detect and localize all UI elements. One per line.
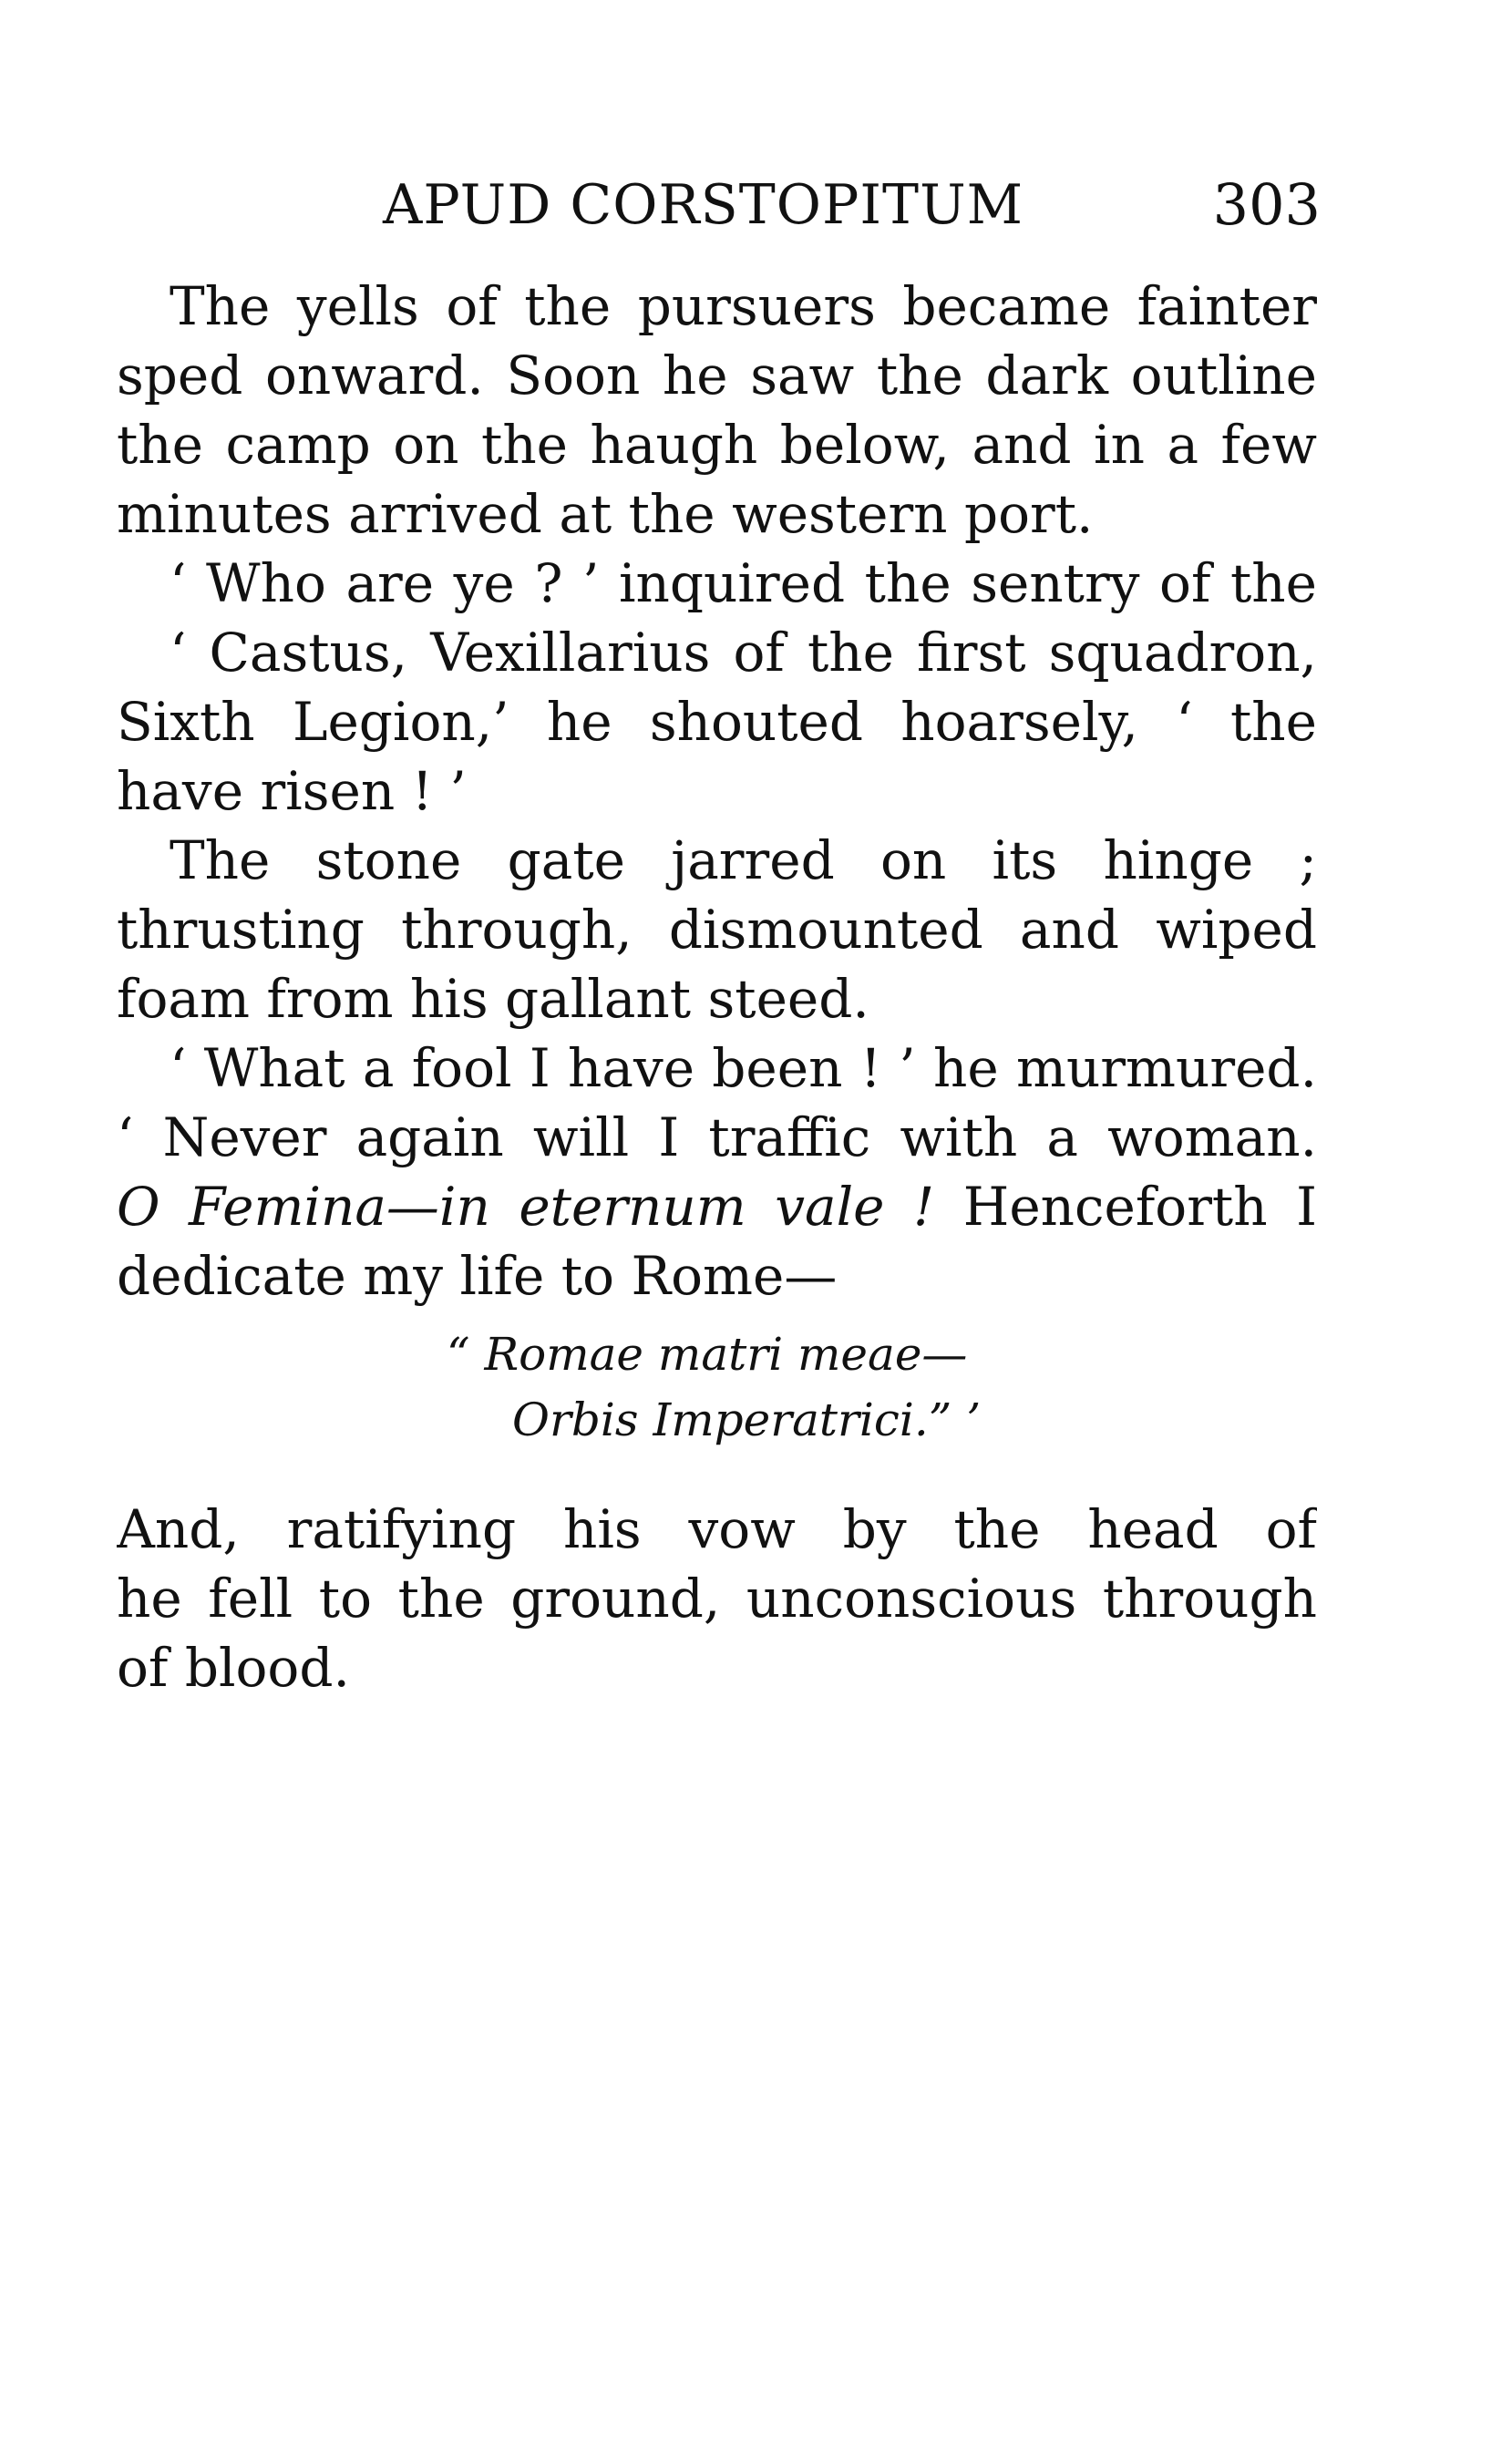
text-line: ‘ Castus, Vexillarius of the first squadron, [170,622,1317,684]
text-line: The stone gate jarred on its hinge ; [170,829,1317,891]
text-line: ‘ Who are ye ? ’ inquired the sentry of the [170,552,1317,614]
text-line: the camp on the haugh below, and in a few [117,414,1317,476]
text-segment: ‘ Never again will I traffic with a woman. [117,1106,1317,1168]
text-line: Sixth Legion,’ he shouted hoarsely, ‘ the [117,691,1317,753]
closing-paragraph [117,1495,1317,1702]
page-header [0,164,1512,246]
text-line-mixed [117,1172,1317,1241]
page-number: 303 [1212,171,1321,238]
text-line: he fell to the ground, unconscious through [117,1568,1317,1630]
text-line: foam from his gallant steed. [117,968,869,1030]
verse-line: “ Romae matri meae— [447,1328,968,1381]
text-segment: Henceforth I [962,1176,1317,1238]
text-line: ‘ What a fool I have been ! ’ he murmured. [170,1037,1317,1099]
text-line: sped onward. Soon he saw the dark outline [117,344,1317,406]
text-line: minutes arrived at the western port. [117,483,1094,545]
text-line: have risen ! ’ [117,760,467,822]
text-line: thrusting through, dismounted and wiped [117,899,1317,961]
text-line: The yells of the pursuers became fainter [170,275,1317,337]
text-line: And, ratifying his vow by the head of [117,1498,1317,1560]
running-head: APUD CORSTOPITUM [383,173,1024,237]
text-line-mixed [117,1103,1317,1172]
text-line: dedicate my life to Rome— [117,1245,838,1307]
verse-line: Orbis Imperatrici.” ’ [512,1393,982,1446]
verse-quote [0,1321,1512,1453]
text-line: of blood. [117,1637,350,1699]
italic-segment: O Femina—in eternum vale ! [117,1176,935,1238]
body-text [117,272,1317,1311]
